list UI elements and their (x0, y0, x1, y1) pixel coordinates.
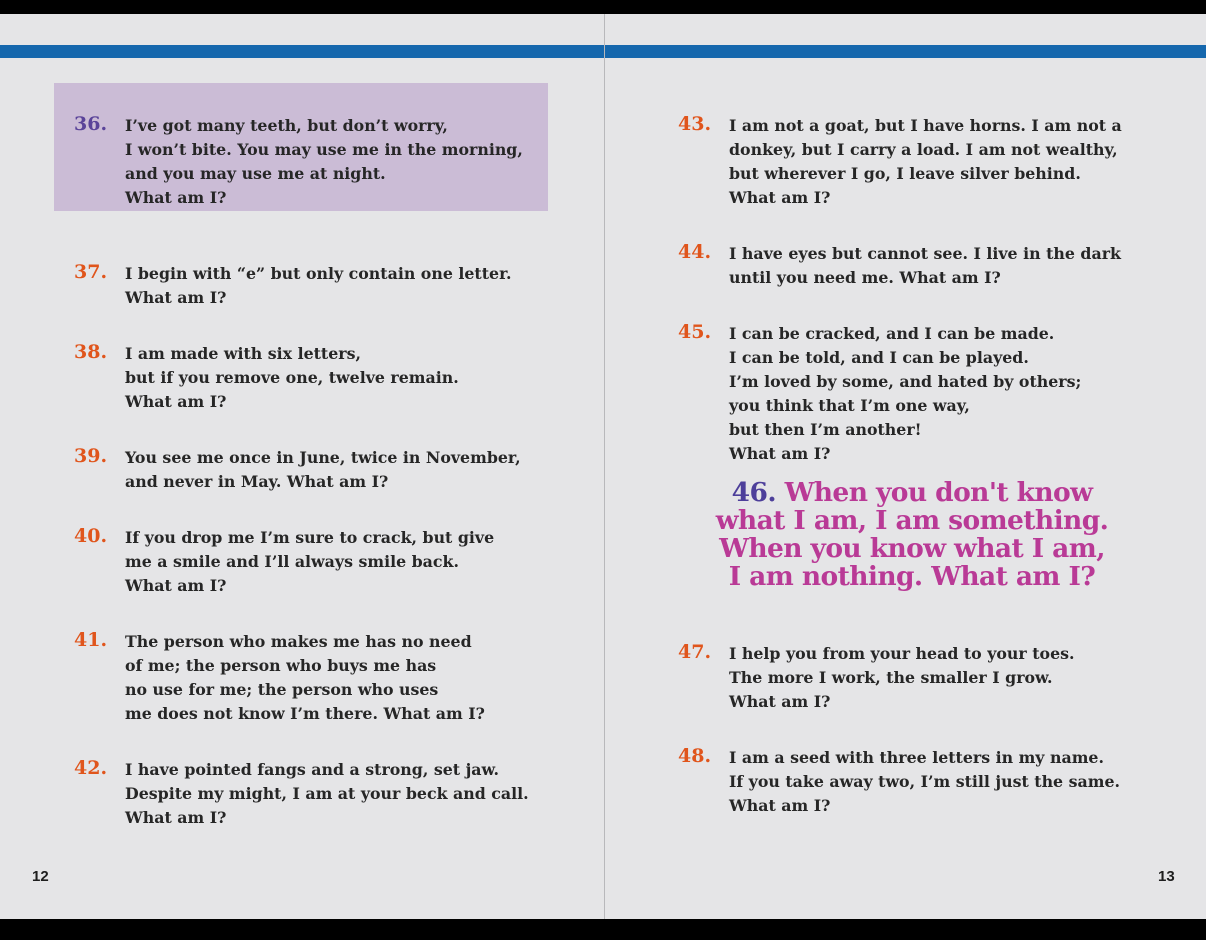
book-spine (604, 14, 605, 919)
page-number-left: 12 (32, 868, 49, 885)
riddle-text: The person who makes me has no need of me; the person who buys me has no use for me; the person who uses me does not know I’m there. What am I? (125, 632, 485, 723)
riddle-number: 39. (74, 445, 108, 467)
riddle-text: If you drop me I’m sure to crack, but give me a smile and I’ll always smile back. What am I? (125, 528, 495, 595)
riddle-number: 45. (678, 321, 712, 343)
header-color-band (0, 45, 604, 58)
featured-riddle-text: When you don't know what I am, I am something. When you know what I am, I am nothing. What am I? (715, 477, 1109, 592)
riddle-number: 37. (74, 261, 108, 283)
riddle-text: I help you from your head to your toes. The more I work, the smaller I grow. What am I? (729, 644, 1075, 711)
riddle-number: 48. (678, 745, 712, 767)
riddle-text: I can be cracked, and I can be made. I can be told, and I can be played. I’m loved by some, and hated by others; you think that I’m one way, but then I’m another! What am I? (729, 324, 1082, 463)
riddle-text: I am not a goat, but I have horns. I am not a donkey, but I carry a load. I am not wealthy, but wherever I go, I leave silver behind. What am I? (729, 116, 1122, 207)
riddle-number: 42. (74, 757, 108, 779)
riddle-text: You see me once in June, twice in November, and never in May. What am I? (125, 448, 521, 491)
riddle-number: 47. (678, 641, 712, 663)
page-number-right: 13 (1158, 868, 1175, 885)
featured-riddle-number: 46. (731, 477, 776, 508)
riddle-text: I begin with “e” but only contain one letter. What am I? (125, 264, 512, 307)
riddle-text: I’ve got many teeth, but don’t worry, I won’t bite. You may use me in the morning, and you may use me at night. What am I? (125, 116, 523, 207)
riddle-text: I am a seed with three letters in my name. If you take away two, I’m still just the same. What am I? (729, 748, 1121, 815)
riddle-number: 36. (74, 113, 108, 135)
header-color-band (605, 45, 1206, 58)
riddle-text: I am made with six letters, but if you remove one, twelve remain. What am I? (125, 344, 459, 411)
riddle-number: 41. (74, 629, 108, 651)
featured-riddle-46 (690, 479, 1134, 591)
riddle-number: 38. (74, 341, 108, 363)
riddle-text: I have pointed fangs and a strong, set jaw. Despite my might, I am at your beck and call. What am I? (125, 760, 529, 827)
riddle-number: 44. (678, 241, 712, 263)
riddle-text: I have eyes but cannot see. I live in the dark until you need me. What am I? (729, 244, 1121, 287)
riddle-number: 40. (74, 525, 108, 547)
riddle-number: 43. (678, 113, 712, 135)
